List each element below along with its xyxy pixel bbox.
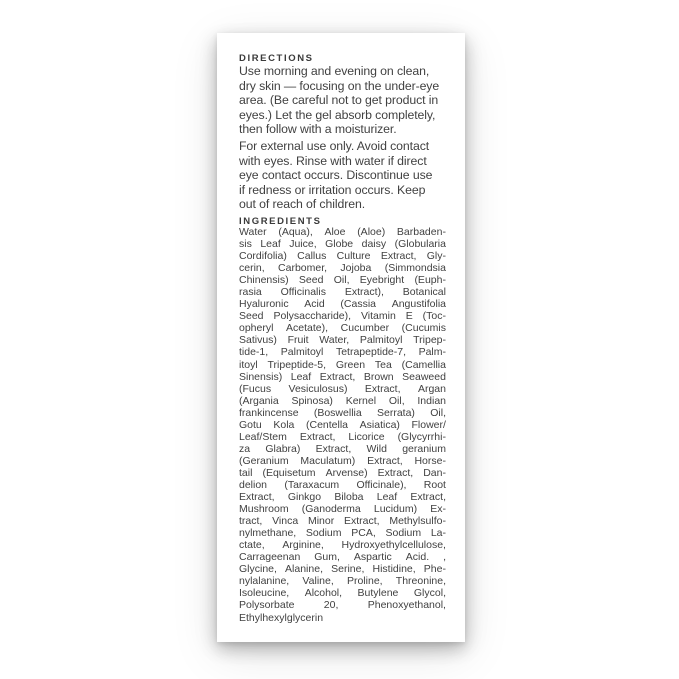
text-line: Gotu Kola (Centella Asiatica) Flower/ bbox=[239, 418, 446, 431]
directions-paragraph-2 bbox=[239, 139, 446, 212]
text-line: then follow with a moisturizer. bbox=[239, 122, 397, 136]
text-line: za Glabra) Extract, Wild geranium bbox=[239, 442, 446, 455]
text-line: For external use only. Avoid contact bbox=[239, 139, 430, 153]
text-line: Sinensis) Leaf Extract, Brown Seaweed bbox=[239, 370, 446, 383]
directions-section bbox=[239, 54, 446, 212]
text-line: tract, Vinca Minor Extract, Methylsulfo- bbox=[239, 515, 446, 528]
text-line: itoyl Tripeptide-5, Green Tea (Camellia bbox=[239, 358, 446, 371]
ingredients-list bbox=[239, 226, 446, 624]
text-line: Mushroom (Ganoderma Lucidum) Ex- bbox=[239, 503, 446, 516]
text-line: Leaf/Stem Extract, Licorice (Glycyrrhi- bbox=[239, 430, 446, 443]
text-line: ctate, Arginine, Hydroxyethylcellulose, bbox=[239, 539, 446, 552]
ingredients-section bbox=[239, 217, 446, 624]
text-line: (Geranium Maculatum) Extract, Horse- bbox=[239, 454, 446, 467]
text-line: Hyaluronic Acid (Cassia Angustifolia bbox=[239, 298, 446, 311]
text-line: dry skin — focusing on the under-eye bbox=[239, 78, 440, 93]
text-line: Isoleucine, Alcohol, Butylene Glycol, bbox=[239, 587, 446, 600]
text-line: frankincense (Boswellia Serrata) Oil, bbox=[239, 406, 446, 419]
text-line: delion (Taraxacum Officinale), Root bbox=[239, 478, 446, 491]
text-line: tail (Equisetum Arvense) Extract, Dan- bbox=[239, 466, 446, 479]
label-back-panel bbox=[217, 33, 465, 642]
text-line: Polysorbate 20, Phenoxyethanol, bbox=[239, 599, 446, 612]
text-line: eyes.) Let the gel absorb completely, bbox=[239, 107, 436, 122]
text-line: cerin, Carbomer, Jojoba (Simmondsia bbox=[239, 262, 446, 275]
text-line: rasia Officinalis Extract), Botanical bbox=[239, 286, 446, 299]
text-line: Chinensis) Seed Oil, Eyebright (Euph- bbox=[239, 274, 446, 287]
text-line: nylalanine, Valine, Proline, Threonine, bbox=[239, 575, 446, 588]
text-line: area. (Be careful not to get product in bbox=[239, 93, 439, 107]
text-line: if redness or irritation occurs. Keep bbox=[239, 182, 426, 197]
text-line: nylmethane, Sodium PCA, Sodium La- bbox=[239, 527, 446, 540]
text-line: Use morning and evening on clean, bbox=[239, 64, 430, 78]
directions-heading: DIRECTIONS bbox=[239, 53, 314, 64]
text-line: out of reach of children. bbox=[239, 197, 366, 211]
text-line: Carrageenan Gum, Aspartic Acid. , bbox=[239, 551, 446, 564]
text-line: Ethylhexylglycerin bbox=[239, 611, 324, 624]
text-line: eye contact occurs. Discontinue use bbox=[239, 168, 433, 182]
text-line: tide-1, Palmitoyl Tetrapeptide-7, Palm- bbox=[239, 346, 446, 359]
text-line: Water (Aqua), Aloe (Aloe) Barbaden- bbox=[239, 226, 446, 238]
text-line: sis Leaf Juice, Globe daisy (Globularia bbox=[239, 238, 446, 251]
text-line: opheryl Acetate), Cucumber (Cucumis bbox=[239, 322, 446, 335]
text-line: (Argania Spinosa) Kernel Oil, Indian bbox=[239, 394, 446, 407]
text-line: Seed Polysaccharide), Vitamin E (Toc- bbox=[239, 310, 446, 323]
ingredients-heading: INGREDIENTS bbox=[239, 215, 322, 227]
directions-paragraph-1 bbox=[239, 64, 446, 137]
text-line: Sativus) Fruit Water, Palmitoyl Tripep- bbox=[239, 334, 446, 347]
text-line: (Fucus Vesiculosus) Extract, Argan bbox=[239, 382, 446, 395]
text-line: with eyes. Rinse with water if direct bbox=[239, 153, 427, 168]
text-line: Extract, Ginkgo Biloba Leaf Extract, bbox=[239, 491, 446, 504]
text-line: Cordifolia) Callus Culture Extract, Gly- bbox=[239, 250, 446, 263]
text-line: Glycine, Alanine, Serine, Histidine, Phe- bbox=[239, 563, 446, 576]
